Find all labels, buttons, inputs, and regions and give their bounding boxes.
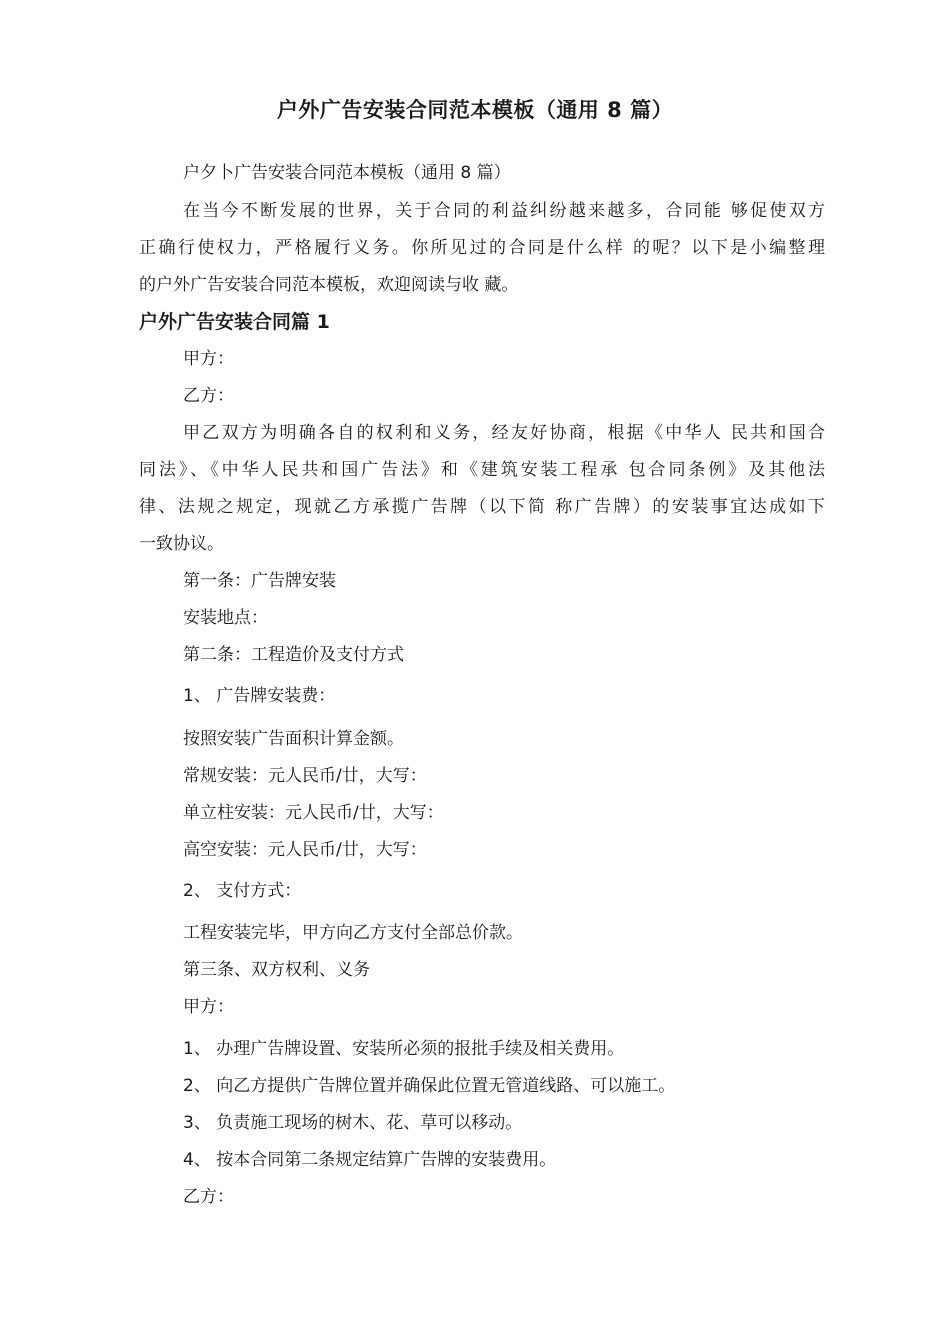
payment-text: 工程安装完毕，甲方向乙方支付全部总价款。 — [183, 923, 523, 943]
fee-basis: 按照安装广告面积计算金额。 — [183, 729, 404, 749]
section-heading: 户外广告安装合同篇 1 — [139, 311, 330, 333]
payment-heading: 2、 支付方式： — [183, 881, 302, 901]
article-1: 第一条：广告牌安装 — [183, 571, 336, 591]
intro-line-1: 在当今不断发展的世界，关于合同的利益纠纷越来越多，合同能 够促使双方 — [183, 201, 825, 221]
intro-line-2: 正确行使权力，严格履行义务。你所见过的合同是什么样 的呢？以下是小编整理 — [139, 238, 825, 258]
party-a-duty-3: 3、 负责施工现场的树木、花、草可以移动。 — [183, 1113, 523, 1133]
party-a-duties-label: 甲方： — [183, 997, 234, 1017]
preamble-line-3: 律、法规之规定，现就乙方承揽广告牌（以下简 称广告牌）的安装事宜达成如下 — [139, 497, 825, 517]
party-a-duty-1: 1、 办理广告牌设置、安装所必须的报批手续及相关费用。 — [183, 1039, 625, 1059]
article-2: 第二条：工程造价及支付方式 — [183, 645, 404, 665]
fee-regular: 常规安装：元人民币/廿，大写： — [183, 766, 427, 786]
preamble-line-1: 甲乙双方为明确各自的权利和义务，经友好协商，根据《中华人 民共和国合 — [183, 423, 825, 443]
party-b-duties-label: 乙方： — [183, 1187, 234, 1207]
document-title: 户外广告安装合同范本模板（通用 8 篇） — [276, 98, 674, 122]
party-b-label: 乙方： — [183, 386, 234, 406]
preamble-line-2: 同法》、《中华人民共和国广告法》和《建筑安装工程承 包合同条例》及其他法 — [139, 460, 825, 480]
document-subtitle: 户夕卜广告安装合同范本模板（通用 8 篇） — [183, 163, 511, 183]
fee-high-altitude: 高空安装：元人民币/廿，大写： — [183, 840, 427, 860]
fee-heading: 1、 广告牌安装费： — [183, 686, 336, 706]
install-location: 安装地点： — [183, 608, 268, 628]
preamble-line-4: 一致协议。 — [139, 534, 224, 554]
party-a-duty-2: 2、 向乙方提供广告牌位置并确保此位置无管道线路、可以施工。 — [183, 1076, 676, 1096]
party-a-label: 甲方： — [183, 349, 234, 369]
intro-line-3: 的户外广告安装合同范本模板，欢迎阅读与收 藏。 — [139, 275, 519, 295]
party-a-duty-4: 4、 按本合同第二条规定结算广告牌的安装费用。 — [183, 1150, 557, 1170]
article-3: 第三条、双方权利、义务 — [183, 960, 370, 980]
fee-single-pillar: 单立柱安装：元人民币/廿，大写： — [183, 803, 444, 823]
